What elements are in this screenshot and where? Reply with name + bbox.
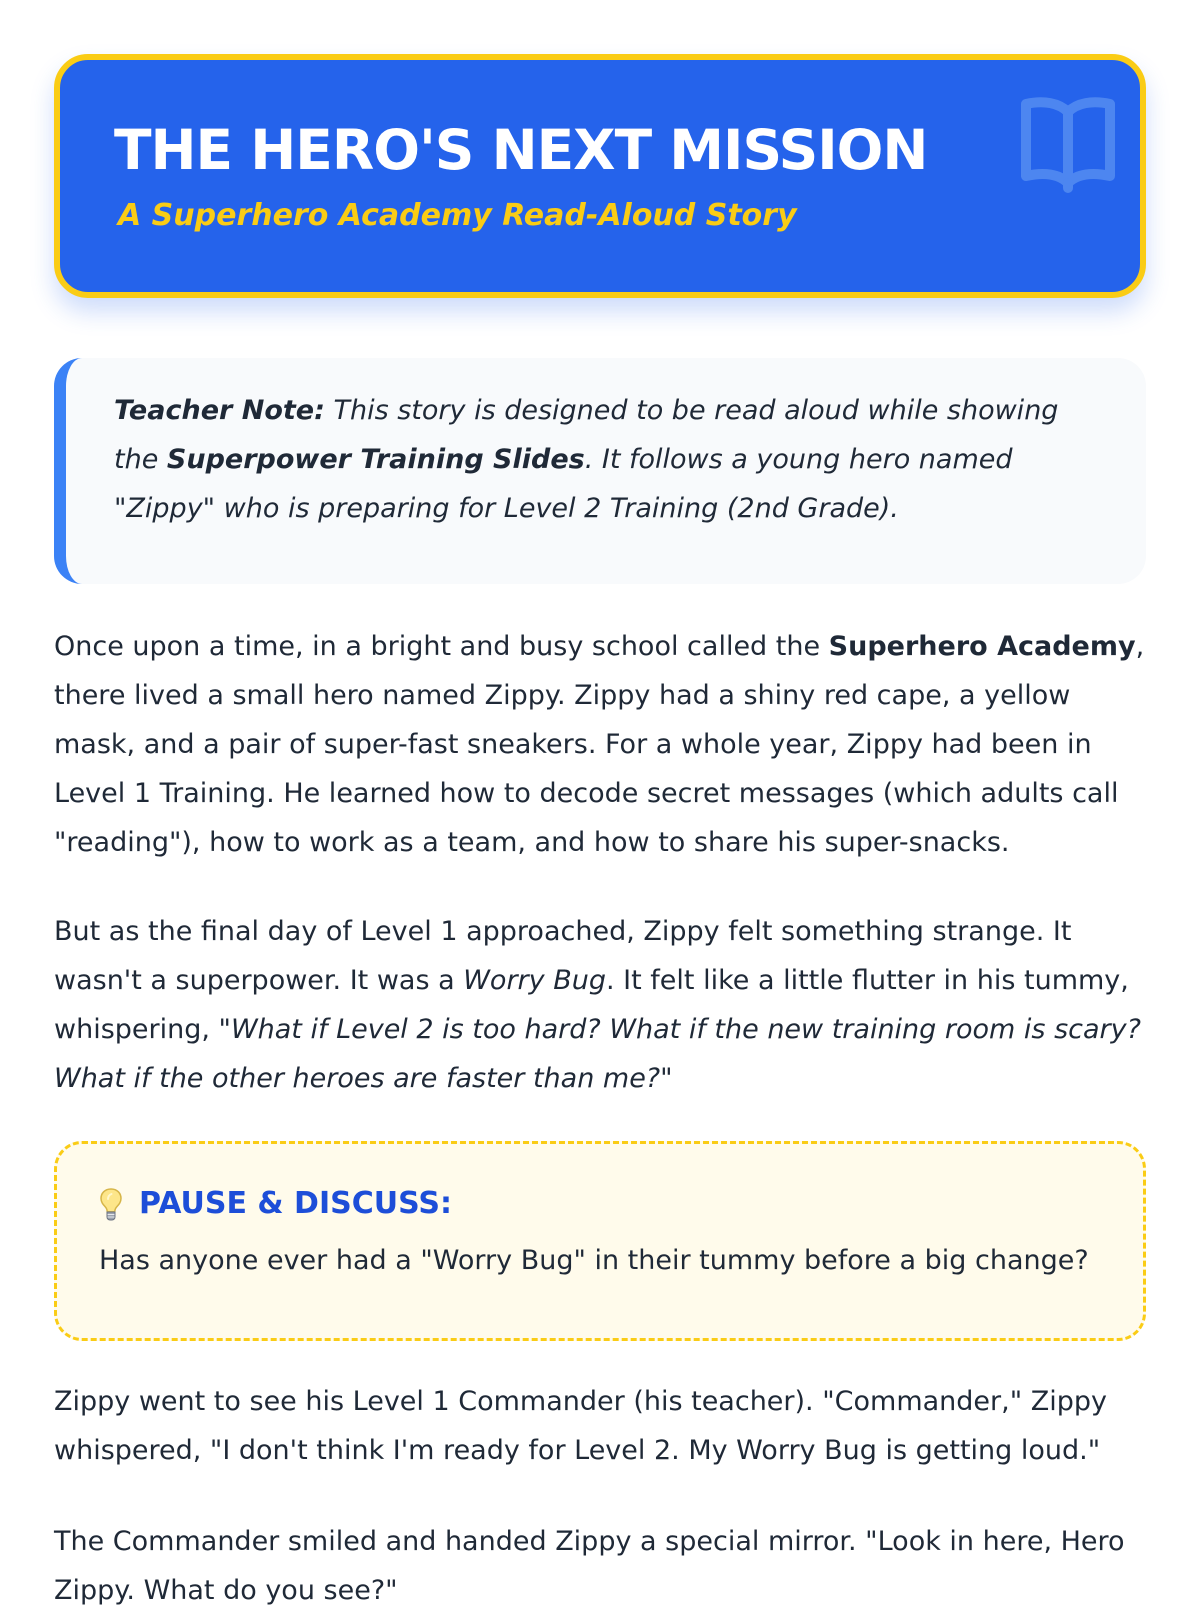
story-title: THE HERO'S NEXT MISSION xyxy=(114,118,928,182)
teacher-note-label: Teacher Note: xyxy=(114,395,325,426)
story-paragraph-1 xyxy=(54,622,1146,867)
story-paragraph: Zippy went to see his Level 1 Commander (his teacher). "Commander," Zippy whispered, "I don't think I'm ready for Level 2. My Worry Bug is getting loud." xyxy=(54,1386,1107,1466)
story-paragraph-1-end: , there lived a small hero named Zippy. Zippy had a shiny red cape, a yellow mask, and a pair of super-fast sneakers. For a whole year, Zippy had been in Level 1 Training. He learned how to decode secret messages (which adults call "reading"), how to work as a team, and how to share his super-snacks. xyxy=(54,631,1145,858)
worry-bug-quote: "What if Level 2 is too hard? What if the new training room is scary? What if the other heroes are faster than me?" xyxy=(54,1014,1141,1094)
worry-bug-term: Worry Bug xyxy=(463,965,606,996)
book-icon xyxy=(1016,96,1120,196)
pause-discuss-box xyxy=(54,1141,1146,1341)
pause-discuss-title: PAUSE & DISCUSS: xyxy=(139,1186,452,1221)
story-paragraph-4 xyxy=(54,1517,1146,1615)
story-paragraph xyxy=(54,907,1146,1103)
teacher-note-description: . It follows a young hero named "Zippy" who is preparing for Level 2 Training (2nd Grade). xyxy=(114,444,1013,524)
teacher-note xyxy=(54,358,1146,584)
story-subtitle: A Superhero Academy Read-Aloud Story xyxy=(118,198,797,233)
story-paragraph-3 xyxy=(54,1377,1146,1475)
teacher-note-intro: This story is designed to be read aloud while showing the xyxy=(114,395,1059,475)
story-paragraph-2-start: But as the final day of Level 1 approached, Zippy felt something strange. It wasn't a superpower. It was a xyxy=(54,916,1072,996)
discussion-question: Has anyone ever had a "Worry Bug" in their tummy before a big change? xyxy=(99,1245,1089,1276)
story-paragraph-2 xyxy=(54,907,1146,1103)
story-paragraph-2-middle: . It felt like a little flutter in his tummy, whispering, xyxy=(54,965,1129,1045)
lightbulb-icon xyxy=(99,1187,123,1221)
story-paragraph: The Commander smiled and handed Zippy a special mirror. "Look in here, Hero Zippy. What do you see?" xyxy=(54,1526,1125,1606)
story-paragraph xyxy=(54,622,1146,867)
story-header xyxy=(54,54,1146,298)
story-school-name: Superhero Academy xyxy=(828,631,1136,662)
story-paragraph-1-start: Once upon a time, in a bright and busy school called the xyxy=(54,631,829,662)
teacher-note-text xyxy=(114,386,1104,533)
teacher-note-slides: Superpower Training Slides xyxy=(166,444,585,475)
pause-discuss-heading xyxy=(99,1184,1101,1224)
